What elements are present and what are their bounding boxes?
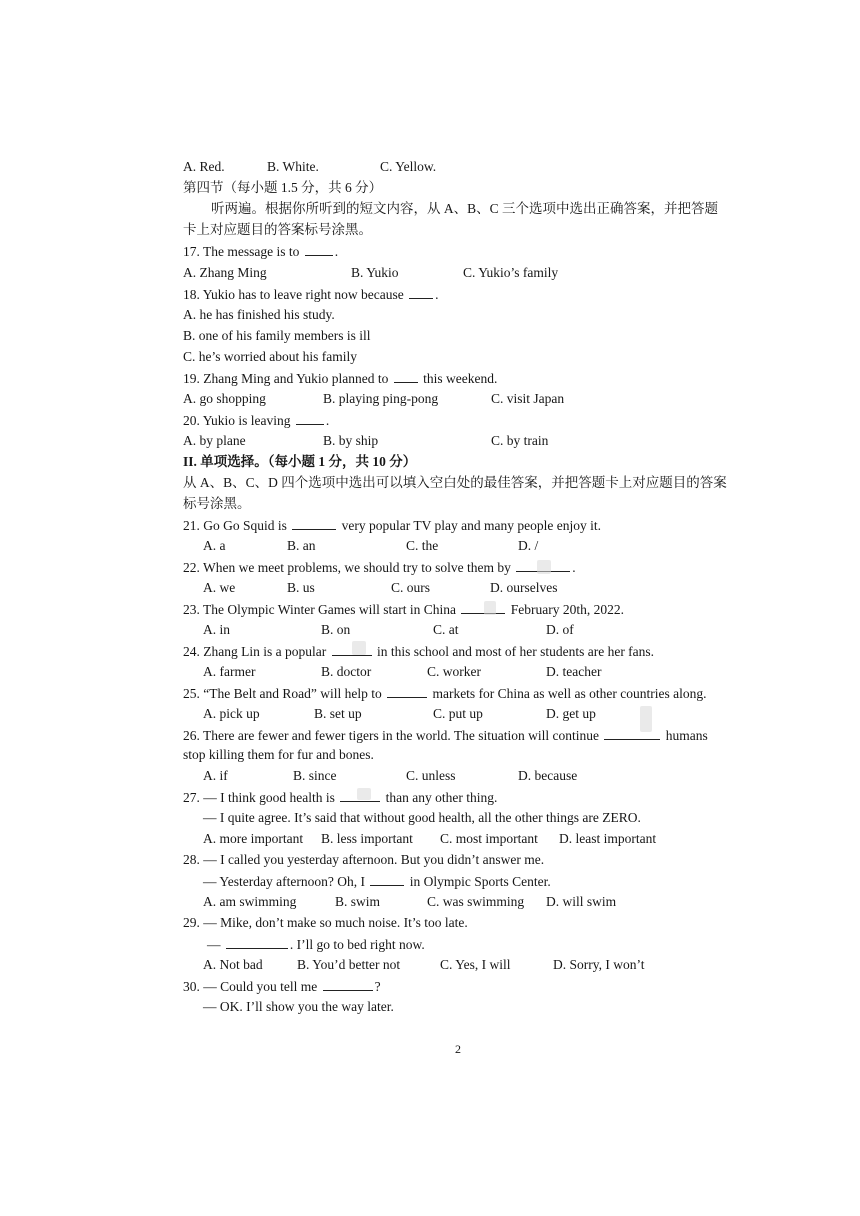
option: C. ours <box>391 580 431 595</box>
question-21: 21. Go Go Squid is very popular TV play and many people enjoy it. <box>183 518 601 533</box>
option: C. Yukio’s family <box>463 265 559 280</box>
option: A. go shopping <box>183 391 266 406</box>
section4-instruction: 听两遍。根据你所听到的短文内容，从 A、B、C 三个选项中选出正确答案，并把答题 <box>211 201 719 216</box>
option: B. less important <box>321 831 413 846</box>
option: C. most important <box>440 831 538 846</box>
answer-blank <box>296 411 324 425</box>
option: C. was swimming <box>427 894 525 909</box>
question-24: 24. Zhang Lin is a popular in this school and most of her students are her fans. <box>183 644 655 659</box>
question-30: 30. — Could you tell me ? <box>183 979 381 994</box>
scan-smudge <box>357 788 371 800</box>
option: A. farmer <box>203 664 256 679</box>
option: C. the <box>406 538 439 553</box>
question-29-reply: — . I’ll go to bed right now. <box>207 937 425 952</box>
question-27: 27. — I think good health is than any other thing. <box>183 790 498 805</box>
option: A. we <box>203 580 236 595</box>
option: D. least important <box>559 831 657 846</box>
scan-smudge <box>537 560 551 574</box>
answer-blank <box>292 516 336 530</box>
option: A. a <box>203 538 226 553</box>
option: D. teacher <box>546 664 602 679</box>
question-30-reply: — OK. I’ll show you the way later. <box>203 999 394 1014</box>
question-28-reply: — Yesterday afternoon? Oh, I in Olympic Sports Center. <box>203 874 551 889</box>
scan-smudge <box>352 641 366 655</box>
question-25: 25. “The Belt and Road” will help to markets for China as well as other countries along. <box>183 686 707 701</box>
option: B. one of his family members is ill <box>183 328 371 343</box>
option: D. will swim <box>546 894 617 909</box>
scan-smudge <box>640 706 652 732</box>
option: C. Yes, I will <box>440 957 511 972</box>
option: A. Not bad <box>203 957 263 972</box>
option: D. Sorry, I won’t <box>553 957 645 972</box>
option: C. worker <box>427 664 481 679</box>
option: D. / <box>518 538 539 553</box>
option: B. since <box>293 768 337 783</box>
question-17: 17. The message is to . <box>183 244 339 259</box>
answer-blank <box>370 872 404 886</box>
section2-title: II. 单项选择。（每小题 1 分，共 10 分） <box>183 454 417 469</box>
option: B. You’d better not <box>297 957 401 972</box>
question-20: 20. Yukio is leaving . <box>183 413 330 428</box>
option: C. Yellow. <box>380 159 437 174</box>
option: B. White. <box>267 159 319 174</box>
question-23: 23. The Olympic Winter Games will start in China February 20th, 2022. <box>183 602 625 617</box>
option: C. visit Japan <box>491 391 565 406</box>
option: A. am swimming <box>203 894 297 909</box>
option: A. pick up <box>203 706 260 721</box>
option: B. set up <box>314 706 362 721</box>
question-29: 29. — Mike, don’t make so much noise. It’s too late. <box>183 915 468 930</box>
option: C. put up <box>433 706 483 721</box>
option: B. an <box>287 538 316 553</box>
option: B. on <box>321 622 351 637</box>
option: B. us <box>287 580 315 595</box>
question-18: 18. Yukio has to leave right now because . <box>183 287 439 302</box>
answer-blank <box>226 935 288 949</box>
option: D. of <box>546 622 574 637</box>
answer-blank <box>323 977 373 991</box>
question-27-reply: — I quite agree. It’s said that without good health, all the other things are ZERO. <box>203 810 641 825</box>
option: C. at <box>433 622 459 637</box>
answer-blank <box>305 242 333 256</box>
answer-blank <box>394 369 418 383</box>
question-28: 28. — I called you yesterday afternoon. But you didn’t answer me. <box>183 852 545 867</box>
answer-blank <box>387 684 427 698</box>
option: A. in <box>203 622 230 637</box>
option: B. by ship <box>323 433 379 448</box>
section2-instruction: 标号涂黑。 <box>183 496 251 511</box>
option: D. because <box>518 768 578 783</box>
option: A. if <box>203 768 228 783</box>
option: C. he’s worried about his family <box>183 349 357 364</box>
option: C. unless <box>406 768 456 783</box>
question-19: 19. Zhang Ming and Yukio planned to this weekend. <box>183 371 498 386</box>
option: B. Yukio <box>351 265 399 280</box>
question-26-continued: stop killing them for fur and bones. <box>183 747 374 762</box>
page-number: 2 <box>455 1042 461 1056</box>
option: B. swim <box>335 894 381 909</box>
option: A. more important <box>203 831 304 846</box>
option: A. Zhang Ming <box>183 265 267 280</box>
option: A. Red. <box>183 159 225 174</box>
option: D. get up <box>546 706 596 721</box>
section4-instruction: 卡上对应题目的答案标号涂黑。 <box>183 222 372 237</box>
option: B. playing ping-pong <box>323 391 439 406</box>
option: A. by plane <box>183 433 246 448</box>
question-26: 26. There are fewer and fewer tigers in the world. The situation will continue humans <box>183 728 708 743</box>
question-22: 22. When we meet problems, we should try to solve them by . <box>183 560 576 575</box>
section4-title: 第四节（每小题 1.5 分，共 6 分） <box>183 180 383 195</box>
scan-smudge <box>484 601 496 615</box>
option: A. he has finished his study. <box>183 307 335 322</box>
section2-instruction: 从 A、B、C、D 四个选项中选出可以填入空白处的最佳答案，并把答题卡上对应题目的答案 <box>183 475 727 490</box>
answer-blank <box>409 285 433 299</box>
option: D. ourselves <box>490 580 558 595</box>
option: B. doctor <box>321 664 372 679</box>
option: C. by train <box>491 433 549 448</box>
